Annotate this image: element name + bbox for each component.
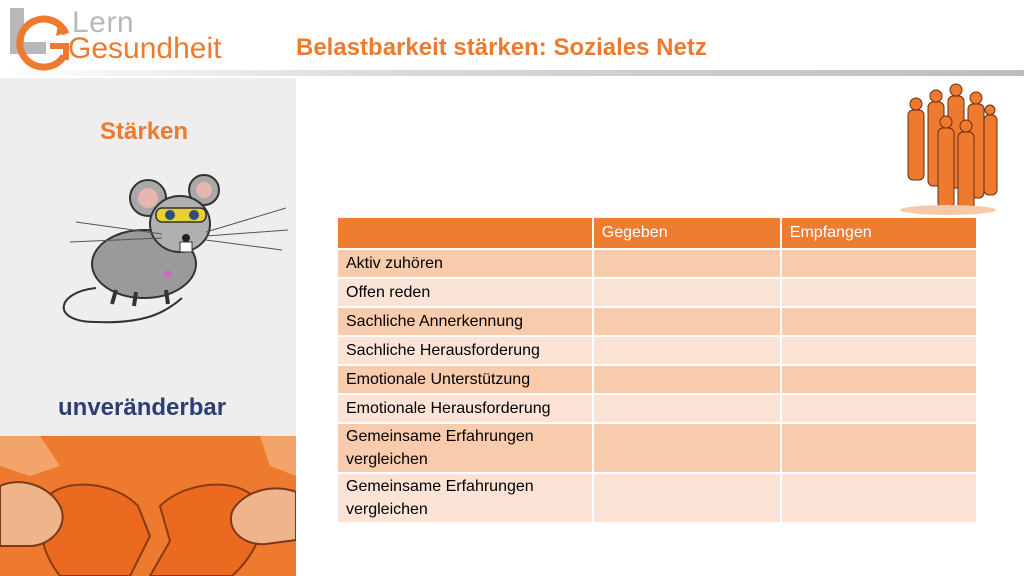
table-row xyxy=(337,336,977,365)
row-label: Emotionale Herausforderung xyxy=(337,394,593,423)
row-label: Offen reden xyxy=(337,278,593,307)
table-row xyxy=(337,394,977,423)
table-header-gegeben: Gegeben xyxy=(593,217,781,249)
row-label: Sachliche Annerkennung xyxy=(337,307,593,336)
cell-empfangen[interactable] xyxy=(781,423,977,473)
cell-empfangen[interactable] xyxy=(781,307,977,336)
table-row xyxy=(337,473,977,523)
row-label: Gemeinsame Erfahrungen vergleichen xyxy=(337,423,593,473)
table-header-row xyxy=(337,217,977,249)
cell-gegeben[interactable] xyxy=(593,394,781,423)
table-header-empfangen: Empfangen xyxy=(781,217,977,249)
row-label: Sachliche Herausforderung xyxy=(337,336,593,365)
cell-gegeben[interactable] xyxy=(593,473,781,523)
logo-text-lern: Lern xyxy=(72,6,135,39)
cell-gegeben[interactable] xyxy=(593,278,781,307)
logo xyxy=(6,4,246,72)
row-label: Aktiv zuhören xyxy=(337,249,593,278)
table-row xyxy=(337,423,977,473)
cell-empfangen[interactable] xyxy=(781,365,977,394)
sidebar-label-staerken: Stärken xyxy=(100,118,189,145)
table-header-label xyxy=(337,217,593,249)
page-title: Belastbarkeit stärken: Soziales Netz xyxy=(296,34,707,61)
broken-heart-illustration xyxy=(0,436,296,576)
cell-gegeben[interactable] xyxy=(593,365,781,394)
cell-gegeben[interactable] xyxy=(593,336,781,365)
table-row xyxy=(337,307,977,336)
cell-gegeben[interactable] xyxy=(593,423,781,473)
row-label: Gemeinsame Erfahrungen vergleichen xyxy=(337,473,593,523)
mouse-illustration xyxy=(56,172,290,334)
cell-gegeben[interactable] xyxy=(593,307,781,336)
social-network-table xyxy=(336,216,978,524)
cell-empfangen[interactable] xyxy=(781,336,977,365)
table-row xyxy=(337,249,977,278)
table-row xyxy=(337,278,977,307)
cell-empfangen[interactable] xyxy=(781,473,977,523)
cell-empfangen[interactable] xyxy=(781,278,977,307)
cell-empfangen[interactable] xyxy=(781,394,977,423)
cell-gegeben[interactable] xyxy=(593,249,781,278)
sidebar-label-unveraenderbar: unveränderbar xyxy=(58,394,227,421)
people-group-illustration xyxy=(896,82,1000,216)
cell-empfangen[interactable] xyxy=(781,249,977,278)
logo-text-gesundheit: Gesundheit xyxy=(68,32,222,65)
table-row xyxy=(337,365,977,394)
row-label: Emotionale Unterstützung xyxy=(337,365,593,394)
